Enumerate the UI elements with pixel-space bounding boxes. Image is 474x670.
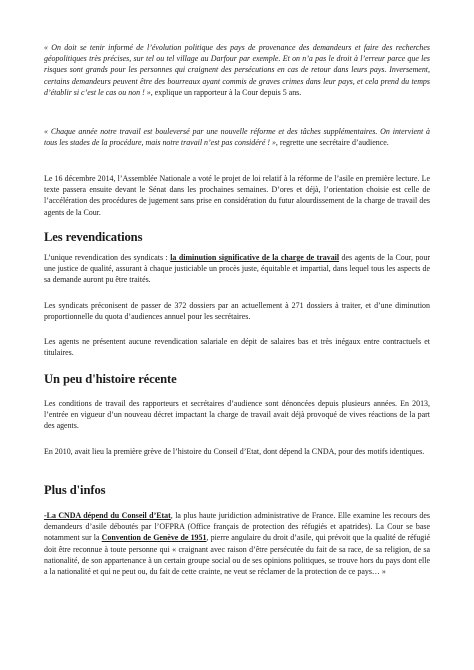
paragraph-revendication [44, 252, 430, 286]
paragraph-salaires: Les agents ne présentent aucune revendication salariale en dépit de salaires bas et très inégaux entre contractuels et titulaires. [44, 337, 430, 358]
rapporteur-attribution: , explique un rapporteur à la Cour depuis 5 ans. [150, 87, 302, 97]
cnda-conseil-etat: -La CNDA dépend du Conseil d’Etat [44, 511, 171, 520]
heading-infos: Plus d'infos [44, 483, 106, 497]
paragraph-rapporteur-quote [44, 42, 430, 98]
cnda-description: , la plus haute juridiction administrative de France. Elle examine les recours des demandeurs d’asile déboutés par l’OFPRA (Office français de protection des réfugiés et apatrides). La Cour se base notamment sur la [44, 511, 430, 543]
paragraph-greve-2010: En 2010, avait lieu la première grève de l’histoire du Conseil d’Etat, dont dépend la CNDA, pour des motifs identiques. [44, 447, 425, 456]
paragraph-cnda [44, 510, 430, 577]
cnda-definition: , pierre angulaire du droit d’asile, qui prévoit que la qualité de réfugié doit être reconnue à toute personne qui « craignant avec raison d’être persécutée du fait de sa race, de sa religion, de sa nationalité, de son appartenance à un certain groupe social ou de ses opinions politiques, se trouve hors du pays dont elle a la nationalité et qui ne peut ou, du fait de cette crainte, ne veut se réclamer de la protection de ce pays… » [44, 533, 430, 577]
paragraph-secretaire-quote [44, 126, 430, 148]
paragraph-dossiers: Les syndicats préconisent de passer de 372 dossiers par an actuellement à 271 dossiers à traiter, et d’une diminution proportionnelle du quota d’audiences annuel pour les secrétaires. [44, 301, 430, 322]
paragraph-conditions: Les conditions de travail des rapporteurs et secrétaires d’audience sont dénoncées depuis plusieurs années. En 2013, l’entrée en vigueur d’un nouveau décret impactant la charge de travail avait déjà provoqué de vives réactions de la part des agents. [44, 399, 430, 431]
paragraph-assemblee: Le 16 décembre 2014, l’Assemblée Nationale a voté le projet de loi relatif à la réforme de l’asile en première lecture. Le texte passera ensuite devant le Sénat dans les prochaines semaines. D’ores et déjà, l’orientation choisie est celle de l’accélération des procédures de jugement sans prise en considération du futur alourdissement de la charge de travail des agents de la Cour. [44, 174, 430, 217]
heading-revendications: Les revendications [44, 230, 143, 244]
secretaire-quote: « Chaque année notre travail est bouleversé par une nouvelle réforme et des tâches supplémentaires. On intervient à tous les stades de la procédure, mais notre travail n’est pas considéré ! » [44, 127, 430, 148]
heading-histoire: Un peu d'histoire récente [44, 372, 177, 386]
secretaire-attribution: , regrette une secrétaire d’audience. [275, 138, 389, 148]
revendication-highlight: la diminution significative de la charge de travail [170, 253, 340, 262]
revendication-end: des agents de la Cour, pour une justice de qualité, assurant à chaque justiciable un procès juste, équitable et impartial, dans lequel tous les aspects de sa demande auront pu être traités. [44, 253, 430, 285]
revendication-intro: L’unique revendication des syndicats : [44, 253, 171, 262]
rapporteur-quote: « On doit se tenir informé de l’évolution politique des pays de provenance des demandeurs et faire des recherches géopolitiques très précises, sur tel ou tel village au Darfour par exemple. Et on n’a pas le droit à l’erreur parce que les risques sont grands pour les personnes qui craignent des persécutions en cas de retour dans leurs pays. Inversement, certains demandeurs peuvent être des bourreaux ayant commis de graves crimes dans leur pays, et cela prend du temps d’établir si c’est le cas ou non ! » [44, 43, 430, 97]
convention-geneve: Convention de Genève de 1951 [101, 533, 207, 543]
